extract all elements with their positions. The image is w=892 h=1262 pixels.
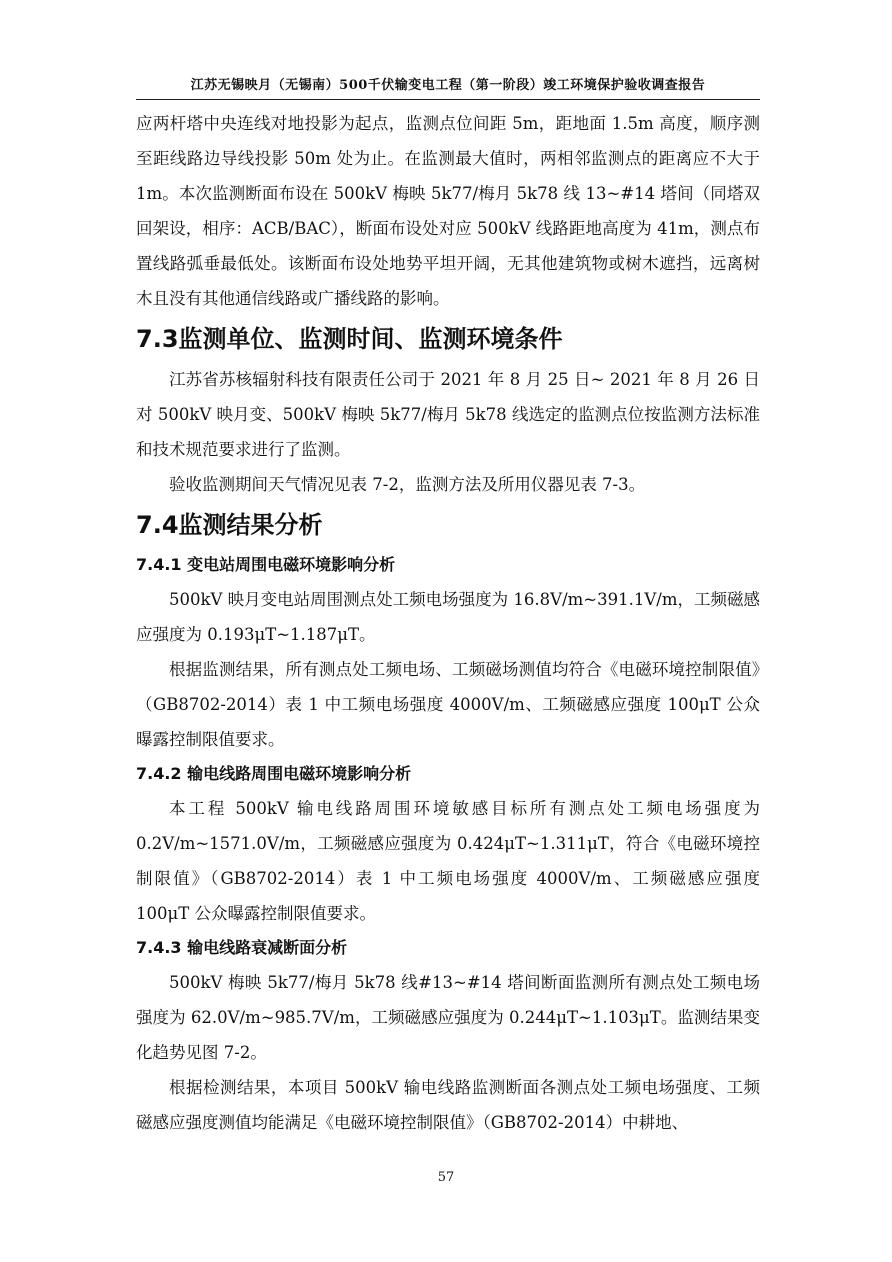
subsection-heading-7-4-3: 7.4.3 输电线路衰减断面分析	[136, 938, 348, 957]
running-header: 江苏无锡映月（无锡南）500千伏输变电工程（第一阶段）竣工环境保护验收调查报告	[190, 78, 706, 93]
page-number: 57	[437, 1170, 455, 1185]
section-heading-7-3: 7.3监测单位、监测时间、监测环境条件	[136, 325, 563, 353]
paragraph-attenuation-compliance: 根据检测结果，本项目 500kV 输电线路监测断面各测点处工频电场强度、工频磁感应强度测值均能满足《电磁环境控制限值》（GB8702-2014）中耕地、	[136, 1078, 760, 1132]
paragraph-monitoring-section-layout: 应两杆塔中央连线对地投影为起点，监测点位间距 5m，距地面 1.5m 高度，顺序测至距线路边导线投影 50m 处为止。在监测最大值时，两相邻监测点的距离应不大于 1m。本次监测断面布设在 500kV 梅映 5k77/梅月 5k78 线 13~#14 塔间（同塔双回架设，相序：ACB/BAC），断面布设处对应 500kV 线路距地高度为 41m，测点布置线路弧垂最低处。该断面布设处地势平坦开阔，无其他建筑物或树木遮挡，远离树木且没有其他通信线路或广播线路的影响。	[136, 114, 760, 308]
subsection-heading-7-4-1: 7.4.1 变电站周围电磁环境影响分析	[136, 555, 396, 574]
page-content	[136, 106, 760, 1140]
paragraph-weather-reference: 验收监测期间天气情况见表 7-2，监测方法及所用仪器见表 7-3。	[169, 475, 646, 494]
paragraph-substation-results: 500kV 映月变电站周围测点处工频电场强度为 16.8V/m~391.1V/m，工频磁感应强度为 0.193μT~1.187μT。	[136, 590, 760, 644]
paragraph-substation-compliance: 根据监测结果，所有测点处工频电场、工频磁场测值均符合《电磁环境控制限值》（GB8702-2014）表 1 中工频电场强度 4000V/m、工频磁感应强度 100μT 公众曝露控制限值要求。	[136, 660, 760, 749]
paragraph-monitoring-unit: 江苏省苏核辐射科技有限责任公司于 2021 年 8 月 25 日~ 2021 年 8 月 26 日对 500kV 映月变、500kV 梅映 5k77/梅月 5k78 线选定的监测点位按监测方法标准和技术规范要求进行了监测。	[136, 370, 760, 459]
section-heading-7-4: 7.4监测结果分析	[136, 511, 323, 539]
paragraph-attenuation-results: 500kV 梅映 5k77/梅月 5k78 线#13~#14 塔间断面监测所有测点处工频电场强度为 62.0V/m~985.7V/m，工频磁感应强度为 0.244μT~1.103μT。监测结果变化趋势见图 7-2。	[136, 973, 760, 1062]
header-rule	[136, 99, 760, 100]
paragraph-line-results: 本工程 500kV 输电线路周围环境敏感目标所有测点处工频电场强度为 0.2V/m~1571.0V/m，工频磁感应强度为 0.424μT~1.311μT，符合《电磁环境控制限值》（GB8702-2014）表 1 中工频电场强度 4000V/m、工频磁感应强度 100μT 公众曝露控制限值要求。	[136, 799, 760, 923]
subsection-heading-7-4-2: 7.4.2 输电线路周围电磁环境影响分析	[136, 764, 412, 783]
